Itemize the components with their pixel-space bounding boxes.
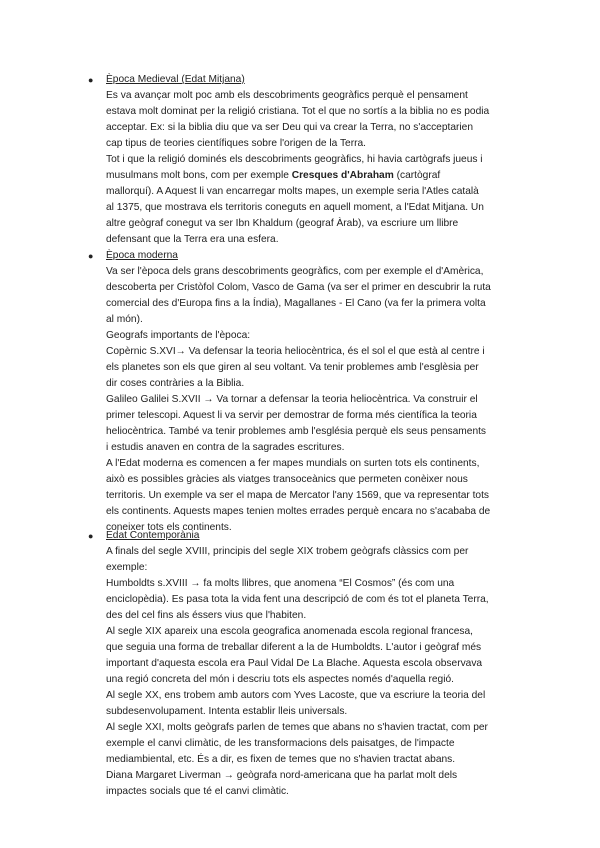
paragraph-line: A finals del segle XVIII, principis del segle XIX trobem geògrafs clàssics com per bbox=[106, 546, 469, 557]
paragraph-line: Al segle XX, ens trobem amb autors com Yves Lacoste, que va escriure la teoria del bbox=[106, 690, 486, 701]
paragraph-line: això es possibles gràcies als viatges transoceànics que permeten conèixer nous bbox=[106, 474, 468, 485]
paragraph-line: defensant que la Terra era una esfera. bbox=[106, 234, 279, 245]
paragraph-line: que seguia una forma de treballar diferent a la de Humboldts. L'autor i geògraf més bbox=[106, 642, 482, 653]
paragraph-line: Va ser l'època dels grans descobriments geogràfics, com per exemple el d'Amèrica, bbox=[106, 266, 484, 277]
paragraph-line: primer telescopi. Aquest li va servir per demostrar de forma més científica la teoria bbox=[106, 410, 477, 421]
bullet-icon: ● bbox=[88, 251, 94, 261]
paragraph-line: descoberta per Cristòfol Colom, Vasco de Gama (va ser el primer en descubrir la ruta bbox=[106, 282, 491, 293]
paragraph-line: Diana Margaret Liverman → geògrafa nord-americana que ha parlat molt dels bbox=[106, 770, 458, 781]
paragraph-line: dir coses contràries a la Biblia. bbox=[106, 378, 245, 389]
paragraph-line: impactes socials que té el canvi climàtic. bbox=[106, 786, 289, 797]
paragraph-line: Geografs importants de l'època: bbox=[106, 330, 251, 341]
paragraph-line: exemple el canvi climàtic, de les transformacions dels paisatges, de l'impacte bbox=[106, 738, 455, 749]
paragraph-line: subdesenvolupament. Intenta establir lleis universals. bbox=[106, 706, 348, 717]
paragraph-line: important d'aquesta escola era Paul Vidal De La Blache. Aquesta escola observava bbox=[106, 658, 483, 669]
section-heading: Època Medieval (Edat Mitjana) bbox=[106, 74, 245, 85]
paragraph-line: els continents. Aquests mapes tenien moltes errades perquè encara no s'acababa de bbox=[106, 506, 491, 517]
bullet-icon: ● bbox=[88, 75, 94, 85]
paragraph-line: A l'Edat moderna es comencen a fer mapes mundials on surten tots els continents, bbox=[106, 458, 480, 469]
paragraph-line: mediambiental, etc. És a dir, es fixen de temes que no s'havien tractat abans. bbox=[106, 754, 456, 765]
paragraph-line: Tot i que la religió dominés els descobriments geogràfics, hi havia cartògrafs jueus i bbox=[106, 154, 483, 165]
paragraph-line: heliocèntrica. També va tenir problemes amb l'església perquè els seus pensaments bbox=[106, 426, 487, 437]
paragraph-line: cap tipus de teories científiques sobre l'origen de la Terra. bbox=[106, 138, 366, 149]
paragraph-line: exemple: bbox=[106, 562, 148, 573]
line-text: musulmans molt bons, com per exemple bbox=[106, 170, 292, 181]
paragraph-line: comercial des d'Europa fins a la Índia), Magallanes - El Cano (va fer la primera volta bbox=[106, 298, 486, 309]
paragraph-line: Galileo Galilei S.XVII → Va tornar a defensar la teoria heliocèntrica. Va construir el bbox=[106, 394, 478, 405]
line-text: (cartògraf bbox=[393, 170, 441, 181]
cartographer-name: Cresques d'Abraham bbox=[291, 170, 394, 181]
paragraph-line: estava molt dominat per la religió cristiana. Tot el que no sortís a la biblia no es podia bbox=[106, 106, 490, 117]
paragraph-line: acceptar. Ex: si la biblia diu que va ser Deu qui va crear la Terra, no s'acceptarien bbox=[106, 122, 474, 133]
paragraph-line: i estudis anaven en contra de la sagrades escritures. bbox=[106, 442, 345, 453]
paragraph-line: al món). bbox=[106, 314, 143, 325]
paragraph-line: Al segle XXI, molts geògrafs parlen de temes que abans no s'havien tractat, com per bbox=[106, 722, 488, 733]
paragraph-line: enciclopèdia). Es pasa tota la vida fent una descripció de com és tot el planeta Terra, bbox=[106, 594, 489, 605]
paragraph-line: al 1375, que mostrava els territoris coneguts en aquell moment, a l'Edat Mitjana. Un bbox=[106, 202, 484, 213]
bullet-icon: ● bbox=[88, 531, 94, 541]
paragraph-line: altre geògraf conegut va ser Ibn Khaldum (geograf Àrab), va escriure um llibre bbox=[106, 218, 459, 229]
paragraph-line bbox=[106, 168, 440, 184]
paragraph-line: els planetes son els que giren al seu voltant. Va tenir problemes amb l'esglèsia per bbox=[106, 362, 479, 373]
paragraph-line: coneixer tots els continents. bbox=[106, 522, 232, 533]
paragraph-line: Humboldts s.XVIII → fa molts llibres, que anomena “El Cosmos” (és com una bbox=[106, 578, 455, 589]
paragraph-line: una regió concreta del món i descriu tots els aspectes només d'aquella regió. bbox=[106, 674, 454, 685]
paragraph-line: Copèrnic S.XVI→ Va defensar la teoria heliocèntrica, és el sol el que està al centre i bbox=[106, 346, 485, 357]
paragraph-line: mallorquí). A Aquest li van encarregar molts mapes, un exemple seria l'Atles català bbox=[106, 186, 479, 197]
paragraph-line: des del cel fins als éssers vius que l'habiten. bbox=[106, 610, 307, 621]
paragraph-line: Al segle XIX apareix una escola geografica anomenada escola regional francesa, bbox=[106, 626, 473, 637]
section-heading: Època moderna bbox=[106, 250, 178, 261]
section-heading: Edat Contemporània bbox=[106, 530, 200, 541]
paragraph-line: Es va avançar molt poc amb els descobriments geogràfics perquè el pensament bbox=[106, 90, 468, 101]
paragraph-line: territoris. Un exemple va ser el mapa de Mercator l'any 1569, que va representar tots bbox=[106, 490, 490, 501]
